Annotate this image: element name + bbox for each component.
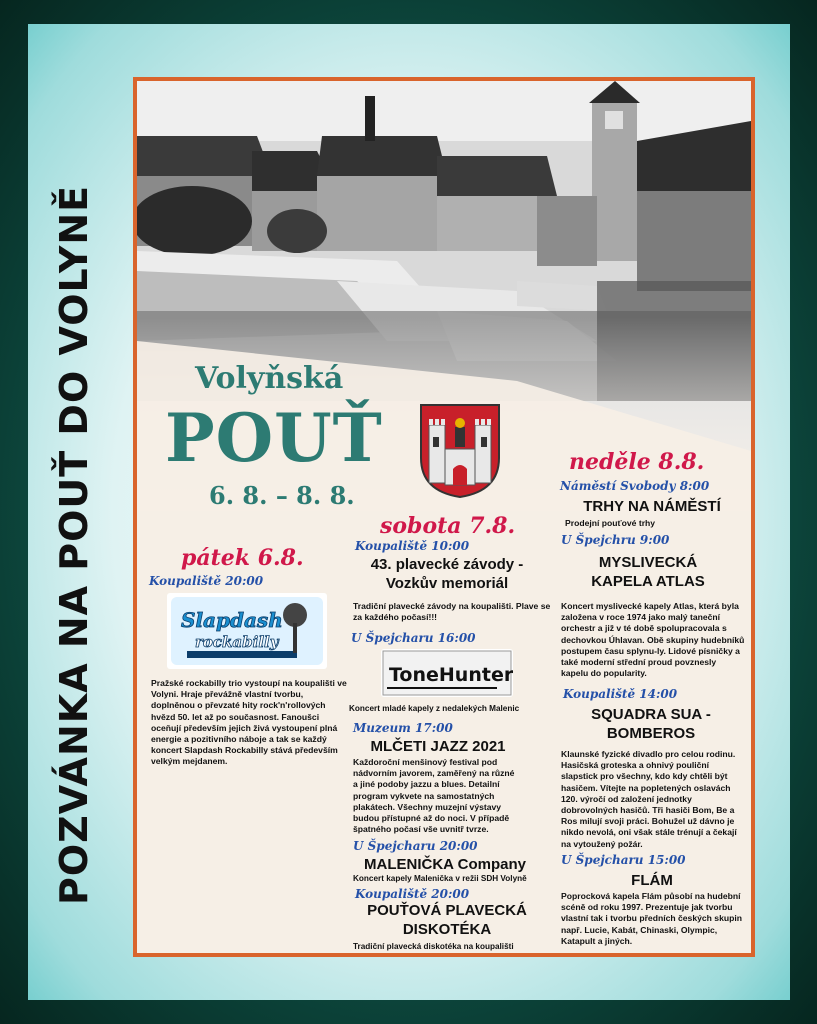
svg-text:Slapdash: Slapdash	[181, 608, 283, 632]
saturday-event5-description: Tradiční plavecká diskotéka na koupališti	[353, 942, 514, 951]
saturday-event4-description: Koncert kapely Malenička v režii SDH Volyně	[353, 874, 527, 883]
sunday-event4-description: Poprocková kapela Flám působí na hudební scéně od roku 1997. Prezentuje jak tvorbu vlastní tak i tvorbu předních českých skupin např. Lucie, Kabát, Chinaski, Olympic, Katapult a jiných.	[561, 891, 743, 946]
sunday-event1-title: TRHY NA NÁMĚSTÍ	[583, 498, 721, 515]
sunday-event1-location: Náměstí Svobody 8:00	[560, 479, 710, 493]
saturday-event5-title: POUŤOVÁ PLAVECKÁ DISKOTÉKA	[367, 902, 527, 938]
friday-day: pátek 6.8.	[181, 545, 304, 571]
sunday-event3-title: SQUADRA SUA - BOMBEROS	[591, 706, 711, 742]
sunday-event4-title: FLÁM	[631, 872, 673, 889]
svg-text:rockabilly: rockabilly	[195, 633, 279, 651]
sunday-event1-description: Prodejní pouťové trhy	[565, 518, 656, 528]
saturday-event3-title: MLČETI JAZZ 2021	[370, 738, 506, 755]
svg-text:ToneHunter: ToneHunter	[389, 664, 513, 686]
side-title: POZVÁNKA NA POUŤ DO VOLYNĚ	[52, 184, 96, 905]
saturday-event2-description: Koncert mladé kapely z nedalekých Malenic	[349, 704, 520, 713]
friday-event1-location: Koupaliště 20:00	[149, 574, 264, 588]
sunday-event4-location: U Špejcharu 15:00	[561, 853, 686, 867]
title-dates: 6. 8. – 8. 8.	[209, 481, 355, 510]
sunday-event3-description: Klaunské fyzické divadlo pro celou rodinu. Hasičská groteska a ohnivý pouliční slapstick pro všechny, kdo kdy chtěli být hasičem. Vítejte na popletených oslavách 120. výročí od založení jednotky dobrovolných hasičů. Tři hasiči Bom, Be a Ros milují svoji práci. Bohužel už dávno je nikdo nevolá, oni však stále trénují a čekají na vytoužený požár.	[561, 749, 737, 849]
saturday-event1-location: Koupaliště 10:00	[355, 539, 470, 553]
saturday-event1-title: 43. plavecké závody - Vozkův memoriál	[370, 556, 524, 592]
coat-of-arms-icon	[419, 403, 501, 499]
saturday-event3-description: Každoroční menšinový festival pod nádvorním javorem, zaměřený na různé a jiné podoby jazzu a blues. Detailní program vykvete na samostatných plakátech. Všechny muzejní výstavy budou přístupné až do noci. V případě špatného počasí vše uvnitř tvrze.	[353, 757, 515, 835]
saturday-day: sobota 7.8.	[380, 513, 516, 539]
sunday-day: neděle 8.8.	[569, 449, 705, 475]
sunday-event2-title: MYSLIVECKÁ KAPELA ATLAS	[591, 554, 705, 590]
saturday-event2-location: U Špejcharu 16:00	[351, 631, 476, 645]
title-line1: Volyňská	[195, 361, 344, 396]
saturday-event3-location: Muzeum 17:00	[353, 721, 453, 735]
saturday-event4-title: MALENIČKA Company	[364, 856, 526, 873]
friday-event1-description: Pražské rockabilly trio vystoupí na koupališti ve Volyni. Hraje převážně vlastní tvorbu, doplněnou o převzaté hity rock'n'rollových hvězd 50. let až po současnost. Fanoušci oceňují především jejich živá vystoupení plná energie a pozitivního náboje a tak se každý koncert Slapdash Rockabilly stává především velkým mejdanem.	[151, 678, 347, 767]
slapdash-logo	[167, 593, 327, 669]
sunday-event2-description: Koncert myslivecké kapely Atlas, která byla založena v roce 1974 jako malý taneční orchestr a již v té době spolupracovala s dechovkou Úhlavan. Obě skupiny hudebníků postupem času splynu-ly. Lidové písničky a také moderní střední proud povznesly kapelu do popularity.	[561, 601, 745, 679]
sunday-event3-location: Koupaliště 14:00	[563, 687, 678, 701]
saturday-event4-location: U Špejcharu 20:00	[353, 839, 478, 853]
poster	[133, 77, 755, 957]
saturday-event1-description: Tradiční plavecké závody na koupališti. Plave se za každého počasí!!!	[353, 601, 551, 623]
title-line2: POUŤ	[165, 399, 383, 477]
tonehunter-logo	[381, 649, 513, 697]
sunday-event2-location: U Špejchru 9:00	[561, 533, 670, 547]
saturday-event5-location: Koupaliště 20:00	[355, 887, 470, 901]
